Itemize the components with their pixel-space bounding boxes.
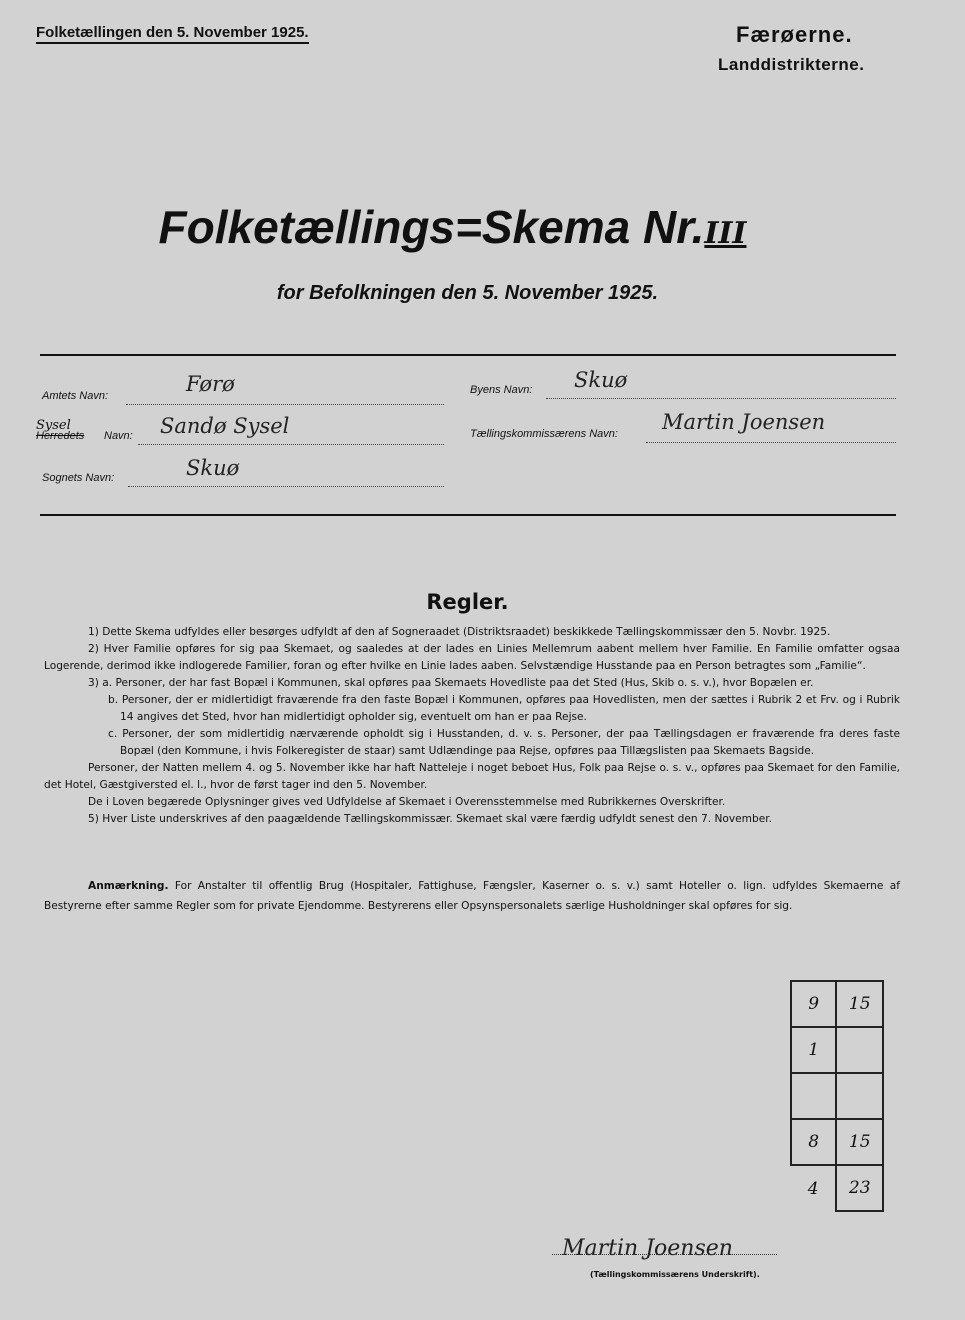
herred-struck-label: Herredets [36,430,85,442]
amt-value: Førø [186,372,235,396]
tally-cell: 15 [836,981,883,1027]
form-number: III [704,216,747,251]
header-region: Færøerne. [736,22,853,47]
signature: Martin Joensen [562,1236,733,1261]
signature-caption: (Tællingskommissærens Underskrift). [590,1270,760,1279]
form-title-text: Folketællings=Skema Nr. [158,201,705,253]
rule-item: b. Personer, der er midlertidigt fraværende fra den faste Bopæl i Kommunen, opføres paa Hovedlisten, men der sættes i Rubrik 2 et Frv. og i Rubrik 14 angives det Sted, hvor han midlertidigt opholder sig, eventuelt om han er paa Rejse. [108,694,900,723]
rule-item: De i Loven begærede Oplysninger gives ved Udfyldelse af Skemaet i Overensstemmelse med Rubrikkernes Overskrifter. [88,796,726,808]
by-value: Skuø [574,368,628,392]
tally-cell: 15 [836,1119,883,1165]
tally-total-cell: 4 [807,1178,819,1199]
header-district: Landdistrikterne. [718,55,865,74]
tally-total-cell: 23 [836,1165,883,1211]
tally-cell: 8 [791,1119,836,1165]
rule-item: c. Personer, der som midlertidig nærværende opholdt sig i Husstanden, d. v. s. Personer, der paa Tællingsdagen er fraværende fra deres faste Bopæl (den Kommune, i hvis Folkeregister de staar) samt Udlændinge paa Rejse, opføres paa Tillægslisten paa Skemaets Bagside. [108,728,900,757]
kommissaer-label: Tællingskommissærens Navn: [470,428,618,440]
amt-label: Amtets Navn: [42,390,109,402]
form-subtitle: for Befolkningen den 5. November 1925. [276,282,659,304]
tally-table [790,980,884,1212]
tally-cell [791,1073,836,1119]
top-divider [40,354,896,356]
sogn-value: Skuø [186,456,240,480]
tally-cell: 1 [791,1027,836,1073]
by-label: Byens Navn: [470,384,533,396]
rules-heading: Regler. [426,590,509,614]
rule-item: 2) Hver Familie opføres for sig paa Skemaet, og saaledes at der lades en Linies Mellemrum aabent mellem hver Familie. En Familie omfatter ogsaa Logerende, derimod ikke indlogerede Familier, foran og efter hvilke en Linie lades aaben. Selvstændige Husstande paa en Person betragtes som „Familie“. [44,643,900,672]
rule-item: 3) a. Personer, der har fast Bopæl i Kommunen, skal opføres paa Skemaets Hovedliste paa det Sted (Hus, Skib o. s. v.), hvor Bopælen er. [88,677,814,689]
kommissaer-value: Martin Joensen [662,410,826,434]
sogn-line [128,472,444,487]
rule-item: 1) Dette Skema udfyldes eller besørges udfyldt af den af Sogneraadet (Distriktsraadet) beskikkede Tællingskommissær den 5. Novbr. 1925. [88,626,831,638]
signature-line [552,1254,777,1255]
fields-divider [40,514,896,516]
tally-cell: 9 [791,981,836,1027]
form-title [0,200,905,254]
tally-box [790,980,884,1212]
remark-label: Anmærkning. [88,880,169,892]
rule-item: Personer, der Natten mellem 4. og 5. November ikke har haft Natteleje i noget beboet Hus, Folk paa Rejse o. s. v., opføres paa Skemaet for den Familie, det Hotel, Gæstgiversted el. l., hvor de først tager ind den 5. November. [44,762,900,791]
rules-body [44,624,900,828]
tally-cell [836,1027,883,1073]
remark [44,876,900,916]
herred-label-suffix: Navn: [104,430,133,442]
header-census-date: Folketællingen den 5. November 1925. [36,24,309,44]
rule-item: 5) Hver Liste underskrives af den paagældende Tællingskommissær. Skemaet skal være færdig udfyldt senest den 7. November. [88,813,772,825]
remark-text: For Anstalter til offentlig Brug (Hospitaler, Fattighuse, Fængsler, Kaserner o. s. v.) samt Hoteller o. lign. udfyldes Skemaerne af Bestyrerne efter samme Regler som for private Ejendomme. Bestyrerens eller Opsynspersonalets særlige Husholdninger skal opføres for sig. [44,880,901,912]
herred-handwritten-label: Sysel [36,418,71,433]
sogn-label: Sognets Navn: [42,472,115,484]
amt-line [126,390,444,405]
herred-value: Sandø Sysel [160,414,290,438]
tally-cell [836,1073,883,1119]
